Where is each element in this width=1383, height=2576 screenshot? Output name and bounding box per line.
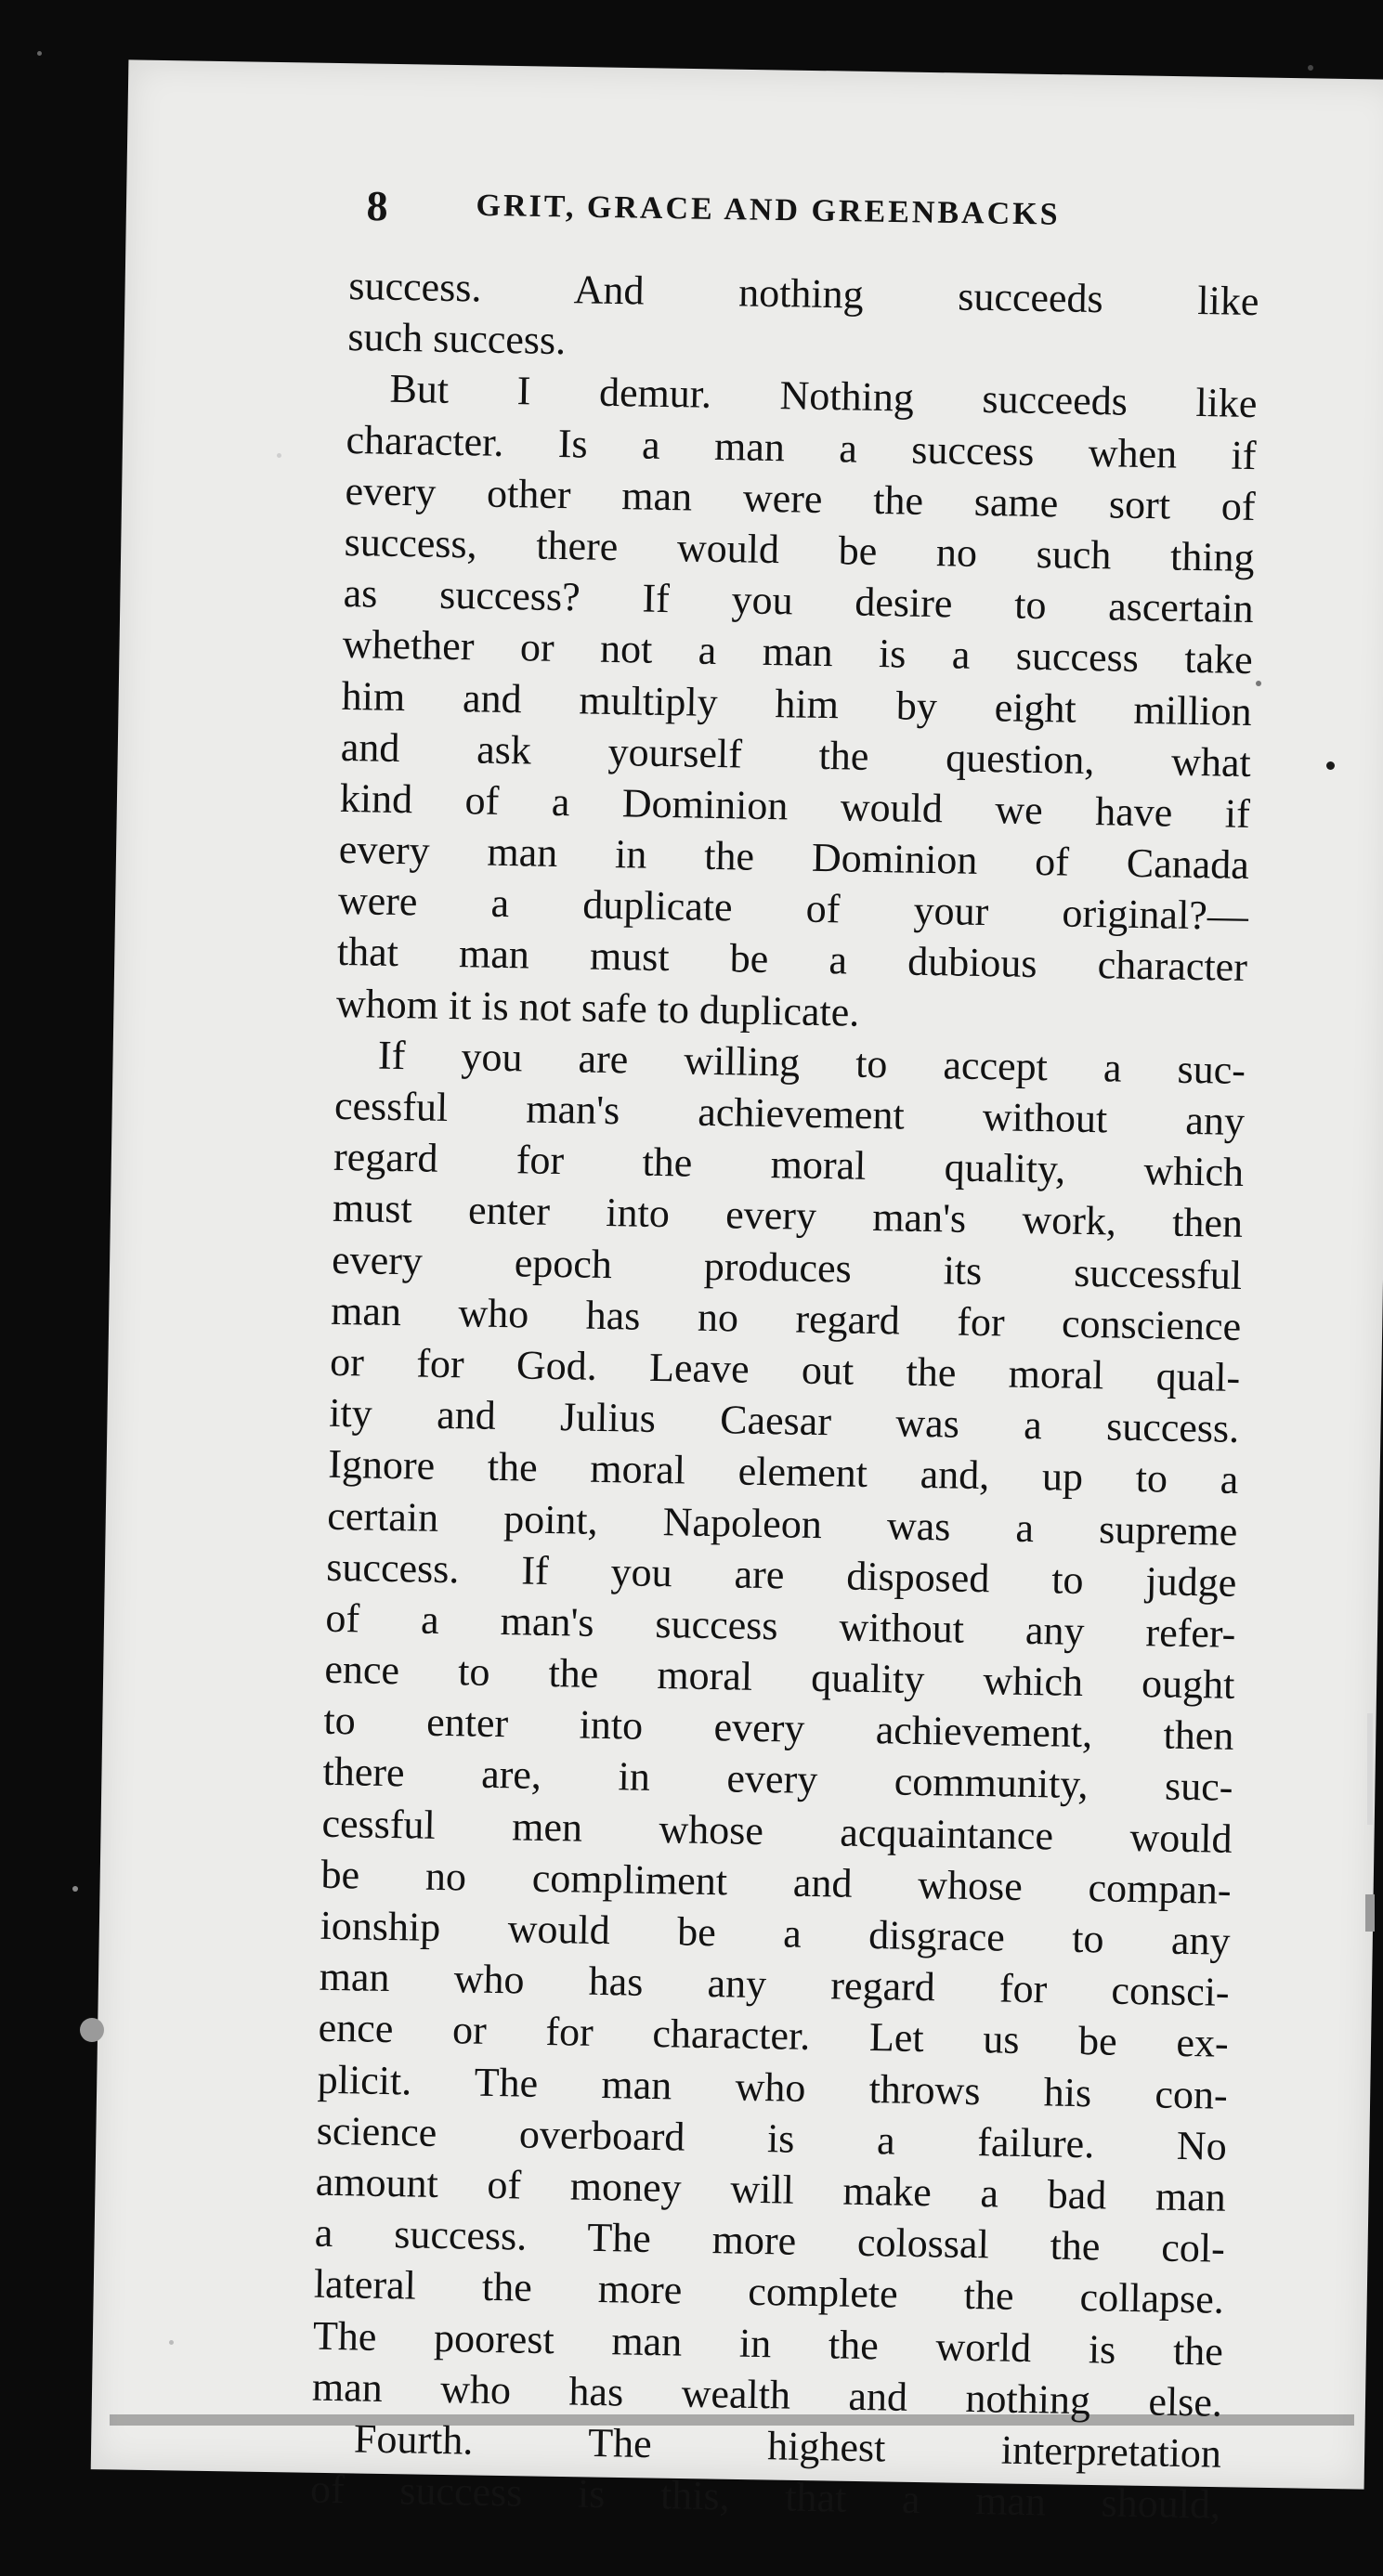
scan-speck [37, 51, 42, 56]
text-line: whom it is not safe to duplicate. [335, 980, 860, 1035]
text-line: a success. The more colossal the col- [314, 2209, 1226, 2271]
text-line: certain point, Napoleon was a supreme [326, 1492, 1238, 1555]
page-number: 8 [366, 181, 388, 230]
scan-speck [80, 2018, 104, 2042]
text-line: plicit. The man who throws his con- [317, 2056, 1229, 2118]
text-line: amount of money will make a bad man [315, 2158, 1227, 2220]
page-edge-mark [1367, 1713, 1373, 1825]
text-line: every man in the Dominion of Canada [338, 826, 1250, 889]
text-line: cessful men whose acquaintance would [321, 1800, 1233, 1862]
scan-speck [72, 1886, 78, 1892]
text-line: that man must be a dubious character [336, 929, 1248, 991]
text-line: there are, in every community, suc- [322, 1749, 1233, 1811]
text-line: But I demur. Nothing succeeds like [389, 366, 1258, 427]
text-line: Ignore the moral element and, up to a [327, 1441, 1239, 1503]
text-line: every other man were the same sort of [345, 467, 1256, 529]
body-text [310, 260, 1259, 2530]
text-line: man who has any regard for consci- [319, 1953, 1231, 2016]
text-line: man who has wealth and nothing else. [311, 2363, 1223, 2426]
text-line: If you are willing to accept a suc- [377, 1032, 1246, 1093]
text-line: must enter into every man's work, then [332, 1185, 1244, 1247]
text-line: ence or for character. Let us be ex- [318, 2005, 1230, 2067]
text-line: such success. [347, 314, 567, 364]
text-line: to enter into every achievement, then [323, 1698, 1234, 1760]
text-line: The poorest man in the world is the [312, 2312, 1224, 2374]
text-line: of success is this, that a man should, [309, 2465, 1221, 2528]
text-line: ionship would be a disgrace to any [320, 1902, 1231, 1964]
text-line: man who has no regard for conscience [330, 1287, 1242, 1349]
text-line: and ask yourself the question, what [340, 723, 1252, 786]
text-line: him and multiply him by eight million [341, 672, 1253, 735]
text-line: were a duplicate of your original?— [337, 878, 1249, 940]
text-line: success, there would be no such thing [344, 518, 1255, 580]
scan-speck [277, 453, 281, 458]
text-line: of a man's success without any refer- [325, 1594, 1236, 1657]
text-line: kind of a Dominion would we have if [339, 774, 1251, 837]
text-line: Fourth. The highest interpretation [353, 2415, 1222, 2477]
text-line: ity and Julius Caesar was a success. [328, 1389, 1240, 1452]
text-line: or for God. Leave out the moral qual- [329, 1338, 1241, 1400]
text-line: lateral the more complete the collapse. [313, 2260, 1225, 2323]
text-line: regard for the moral quality, which [333, 1134, 1245, 1196]
scan-speck [169, 2340, 174, 2345]
scan-speck [1256, 681, 1261, 686]
text-line: whether or not a man is a success take [342, 621, 1254, 683]
text-line: character. Is a man a success when if [346, 416, 1257, 478]
scan-speck [1308, 65, 1313, 71]
scan-speck [1326, 761, 1335, 770]
text-line: success. If you are disposed to judge [326, 1543, 1237, 1606]
text-line: ence to the moral quality which ought [324, 1646, 1235, 1708]
text-line: be no compliment and whose compan- [320, 1851, 1232, 1913]
page-edge-mark [1365, 1894, 1375, 1932]
text-line: cessful man's achievement without any [333, 1082, 1246, 1144]
text-line: every epoch produces its successful [331, 1236, 1243, 1298]
text-line: as success? If you desire to ascertain [343, 570, 1255, 632]
running-title: GRIT, GRACE AND GREENBACKS [476, 188, 1061, 232]
text-line: science overboard is a failure. No [316, 2107, 1228, 2169]
text-line: success. And nothing succeeds like [348, 262, 1259, 325]
